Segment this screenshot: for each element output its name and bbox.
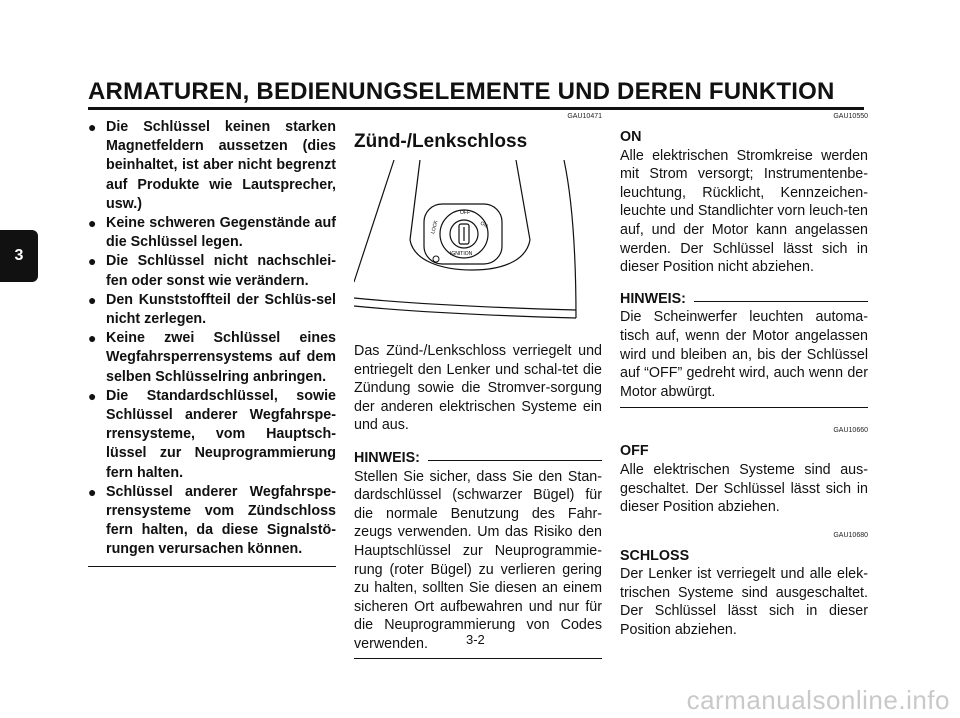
- bullet-item: [88, 483, 336, 560]
- reference-code: GAU10550: [833, 113, 868, 120]
- off-position-label: OFF: [460, 210, 470, 216]
- bullet-item: [88, 118, 336, 214]
- bullet-item: [88, 329, 336, 387]
- right-column: [620, 112, 868, 640]
- bullet-text: Die Standardschlüssel, sowie Schlüssel anderer Wegfahrspe-rrensysteme, vom Hauptsch-lüssel zur Neuprogrammierung fern halten.: [106, 387, 336, 481]
- page-header-title: ARMATUREN, BEDIENUNGSELEMENTE UND DEREN FUNKTION: [88, 78, 835, 105]
- intro-paragraph: Das Zünd-/Lenkschloss verriegelt und entriegelt den Lenker und schal-tet die Zündung sowie die Stromver-sorgung der anderen elektrischen Systeme ein und aus.: [354, 343, 602, 434]
- bullet-text: Die Schlüssel keinen starken Magnetfeldern aussetzen (dies beinhaltet, ist aber nicht begrenzt auf Produkte wie Lautsprecher, usw.): [106, 119, 336, 212]
- reference-code: GAU10680: [833, 531, 868, 539]
- note-end-rule: [620, 407, 868, 408]
- note-paragraph: Die Scheinwerfer leuchten automa-tisch auf, wenn der Motor angelassen wird und bleiben an, bis der Schlüssel auf “OFF” gedreht wird, auch wenn der Motor abwürgt.: [620, 309, 868, 400]
- note-heading-rule: [428, 460, 602, 461]
- bullet-text: Die Schlüssel nicht nachschlei-fen oder sonst wie verändern.: [106, 253, 336, 289]
- note-end-rule: [354, 658, 602, 659]
- off-heading: OFF: [620, 443, 649, 460]
- off-paragraph: Alle elektrischen Systeme sind aus-geschaltet. Der Schlüssel lässt sich in dieser Position abziehen.: [620, 461, 868, 516]
- on-position-label: ON: [479, 220, 489, 230]
- lock-position-label: LOCK: [430, 219, 440, 235]
- page-number: 3-2: [466, 632, 485, 647]
- bullet-text: Keine zwei Schlüssel eines Wegfahrsperrensystems auf dem selben Schlüsselring anbringen.: [106, 330, 336, 385]
- header-rule: [88, 107, 864, 110]
- bullet-dot-icon: ●: [88, 330, 97, 347]
- ignition-label: IGNITION: [450, 251, 473, 257]
- note-heading: [354, 449, 602, 468]
- section-title: Zünd-/Lenkschloss: [354, 131, 528, 152]
- bullet-dot-icon: ●: [88, 291, 97, 308]
- bullet-text: Schlüssel anderer Wegfahrspe-rrensysteme vom Zündschloss fern halten, da diese Signalstö-rungen verursachen können.: [106, 483, 336, 558]
- note-paragraph: Stellen Sie sicher, dass Sie den Stan-dardschlüssel (schwarzer Bügel) für die normale Benutzung des Fahr-zeugs verwenden. Um das Risiko den Hauptschlüssel zur Neuprogrammie-rung (roter Bügel) zu verlieren gering zu halten, sollten Sie diesen an einem sicheren Ort aufbewahren und nur für die Neuprogrammierung von Codes verwenden.: [354, 468, 602, 652]
- note-heading-rule: [694, 301, 868, 302]
- on-paragraph: Alle elektrischen Stromkreise werden mit Strom versorgt; Instrumentenbe-leuchtung, Rücklicht, Kennzeichen-leuchte und Standlichter vorn leuch-ten auf, und der Motor kann angelassen werden. Der Schlüssel lässt sich in dieser Position nicht abziehen.: [620, 147, 868, 276]
- lock-heading: SCHLOSS: [620, 547, 690, 564]
- reference-code: GAU10471: [567, 113, 602, 120]
- note-heading-label: HINWEIS:: [354, 449, 420, 466]
- middle-column: [354, 112, 602, 659]
- note-heading: [620, 290, 868, 309]
- bullet-text: Keine schweren Gegenstände auf die Schlüssel legen.: [106, 215, 336, 251]
- watermark: carmanualsonline.info: [686, 685, 950, 715]
- section-end-rule: [88, 566, 336, 567]
- bullet-item: [88, 291, 336, 329]
- bullet-dot-icon: ●: [88, 253, 97, 270]
- note-heading-label: HINWEIS:: [620, 290, 686, 307]
- bullet-item: [88, 387, 336, 483]
- left-column: [88, 118, 336, 567]
- bullet-item: [88, 214, 336, 252]
- lock-paragraph: Der Lenker ist verriegelt und alle elek-trischen Systeme sind ausgeschaltet. Der Schlüssel lässt sich in dieser Position abziehen.: [620, 566, 868, 639]
- bullet-dot-icon: ●: [88, 483, 97, 500]
- bullet-dot-icon: ●: [88, 215, 97, 232]
- ignition-lock-illustration: [354, 158, 602, 330]
- chapter-tab: 3: [0, 230, 38, 282]
- on-heading: ON: [620, 129, 642, 145]
- bullet-dot-icon: ●: [88, 119, 97, 135]
- bullet-item: [88, 252, 336, 290]
- bullet-dot-icon: ●: [88, 387, 97, 404]
- reference-code: GAU10660: [833, 427, 868, 435]
- bullet-text: Den Kunststoffteil der Schlüs-sel nicht zerlegen.: [106, 291, 336, 328]
